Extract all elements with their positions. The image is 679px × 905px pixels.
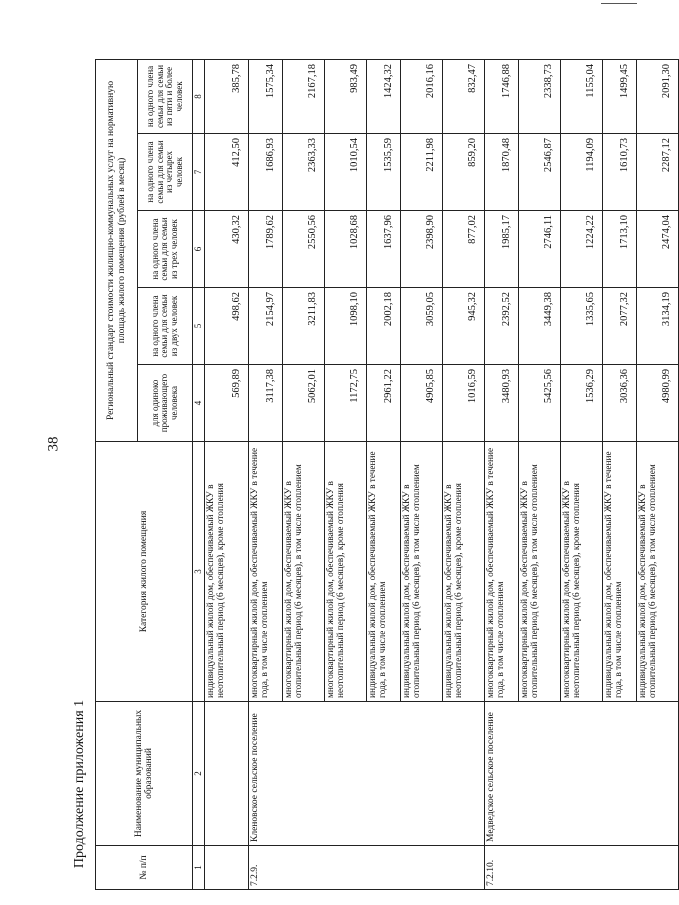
row-category: многоквартирный жилой дом, обеспечиваемый ЖКУ в течение года, в том числе отоплением: [249, 442, 283, 702]
row-value: 2016,16: [401, 59, 443, 133]
row-value: 1016,59: [443, 365, 485, 442]
row-code: 7.2.10.: [485, 846, 679, 890]
row-value: 1610,73: [603, 134, 637, 211]
row-value: 1746,88: [485, 59, 519, 133]
row-value: 430,32: [205, 211, 249, 288]
row-value: 1028,68: [325, 211, 367, 288]
row-value: 1686,93: [249, 134, 283, 211]
row-value: 2211,98: [401, 134, 443, 211]
page-number: 38: [45, 436, 62, 452]
row-value: 1194,09: [561, 134, 603, 211]
row-value: 2154,97: [249, 288, 283, 365]
corner-mark: [601, 3, 637, 4]
row-municipality: Кленовское сельское поселение: [249, 702, 485, 846]
row-value: 945,32: [443, 288, 485, 365]
row-value: 1870,48: [485, 134, 519, 211]
header-municipality: Наименование муниципальных образований: [96, 702, 193, 846]
header-num: № п/п: [96, 846, 193, 890]
column-number: 1: [193, 846, 205, 890]
row-category: многоквартирный жилой дом, обеспечиваемый ЖКУ в неотопительный период (6 месяцев), кроме отопления: [561, 442, 603, 702]
row-value: 2474,04: [637, 211, 679, 288]
row-value: 569,89: [205, 365, 249, 442]
row-value: 3211,83: [283, 288, 325, 365]
header-family-4: на одного члена семьи для семьи из четырех человек: [138, 134, 193, 211]
row-value: 412,50: [205, 134, 249, 211]
row-category: многоквартирный жилой дом, обеспечиваемый ЖКУ в неотопительный период (6 месяцев), кроме отопления: [325, 442, 367, 702]
row-value: 2002,18: [367, 288, 401, 365]
row-value: 1424,32: [367, 59, 401, 133]
column-number: 6: [193, 211, 205, 288]
row-value: 3036,36: [603, 365, 637, 442]
row-value: 4905,85: [401, 365, 443, 442]
row-category: индивидуальный жилой дом, обеспечиваемый ЖКУ в отопительный период (6 месяцев), в том числе отоплением: [401, 442, 443, 702]
row-value: 3117,38: [249, 365, 283, 442]
row-value: 1535,59: [367, 134, 401, 211]
row-value: 1224,22: [561, 211, 603, 288]
row-value: 2546,87: [519, 134, 561, 211]
row-value: 3480,93: [485, 365, 519, 442]
row-value: 5425,56: [519, 365, 561, 442]
row-value: 1335,65: [561, 288, 603, 365]
header-family-5: на одного члена семьи для семьи из пяти и более человек: [138, 59, 193, 133]
row-value: 385,78: [205, 59, 249, 133]
column-number: 7: [193, 134, 205, 211]
column-number: 4: [193, 365, 205, 442]
header-single: для одиноко проживающего человека: [138, 365, 193, 442]
row-value: 877,02: [443, 211, 485, 288]
row-category: многоквартирный жилой дом, обеспечиваемый ЖКУ в отопительный период (6 месяцев), в том числе отоплением: [283, 442, 325, 702]
row-value: 1098,10: [325, 288, 367, 365]
row-value: 1985,17: [485, 211, 519, 288]
row-value: 2287,12: [637, 134, 679, 211]
table-row: [249, 59, 283, 889]
row-value: 3449,38: [519, 288, 561, 365]
row-value: 1575,34: [249, 59, 283, 133]
row-category: индивидуальный жилой дом, обеспечиваемый ЖКУ в течение года, в том числе отоплением: [367, 442, 401, 702]
column-number: 3: [193, 442, 205, 702]
column-number: 5: [193, 288, 205, 365]
row-value: 2363,33: [283, 134, 325, 211]
header-standard: Региональный стандарт стоимости жилищно-коммунальных услуг на нормативную площадь жилого помещения (рублей в месяц): [96, 59, 138, 441]
row-value: 1010,54: [325, 134, 367, 211]
standard-cost-table: [95, 59, 679, 890]
row-value: 1155,04: [561, 59, 603, 133]
row-value: 2091,30: [637, 59, 679, 133]
row-value: 1713,10: [603, 211, 637, 288]
row-category: многоквартирный жилой дом, обеспечиваемый ЖКУ в течение года, в том числе отоплением: [485, 442, 519, 702]
column-number: 8: [193, 59, 205, 133]
row-value: 983,49: [325, 59, 367, 133]
row-municipality: Медведское сельское поселение: [485, 702, 679, 846]
column-number-row: [193, 59, 205, 889]
row-value: 5062,01: [283, 365, 325, 442]
row-value: 2961,22: [367, 365, 401, 442]
row-value: 2550,56: [283, 211, 325, 288]
row-category: индивидуальный жилой дом, обеспечиваемый ЖКУ в неотопительный период (6 месяцев), кроме отопления: [205, 442, 249, 702]
row-value: 498,62: [205, 288, 249, 365]
row-value: 859,20: [443, 134, 485, 211]
row-code: [205, 846, 249, 890]
rotated-table-wrapper: [95, 60, 672, 890]
row-value: 2338,73: [519, 59, 561, 133]
row-value: 3134,19: [637, 288, 679, 365]
header-category: Категория жилого помещения: [96, 442, 193, 702]
header-family-2: на одного члена семьи для семьи из двух человек: [138, 288, 193, 365]
row-value: 4980,99: [637, 365, 679, 442]
table-row: [205, 59, 249, 889]
row-value: 2077,32: [603, 288, 637, 365]
row-municipality: [205, 702, 249, 846]
row-value: 2398,90: [401, 211, 443, 288]
table-body: [205, 59, 679, 889]
row-category: индивидуальный жилой дом, обеспечиваемый ЖКУ в неотопительный период (6 месяцев), кроме отопления: [443, 442, 485, 702]
row-value: 1172,75: [325, 365, 367, 442]
row-category: индивидуальный жилой дом, обеспечиваемый ЖКУ в течение года, в том числе отоплением: [603, 442, 637, 702]
row-value: 832,47: [443, 59, 485, 133]
appendix-title: Продолжение приложения 1: [72, 699, 87, 869]
row-category: индивидуальный жилой дом, обеспечиваемый ЖКУ в отопительный период (6 месяцев), в том числе отоплением: [637, 442, 679, 702]
row-value: 1536,29: [561, 365, 603, 442]
row-category: многоквартирный жилой дом, обеспечиваемый ЖКУ в отопительный период (6 месяцев), в том числе отоплением: [519, 442, 561, 702]
row-value: 3059,05: [401, 288, 443, 365]
row-value: 1499,45: [603, 59, 637, 133]
header-family-3: на одного члена семьи для семьи из трех человек: [138, 211, 193, 288]
row-value: 2167,18: [283, 59, 325, 133]
table-row: [485, 59, 519, 889]
row-code: 7.2.9.: [249, 846, 485, 890]
row-value: 2392,52: [485, 288, 519, 365]
row-value: 1789,62: [249, 211, 283, 288]
row-value: 2746,11: [519, 211, 561, 288]
row-value: 1637,96: [367, 211, 401, 288]
column-number: 2: [193, 702, 205, 846]
